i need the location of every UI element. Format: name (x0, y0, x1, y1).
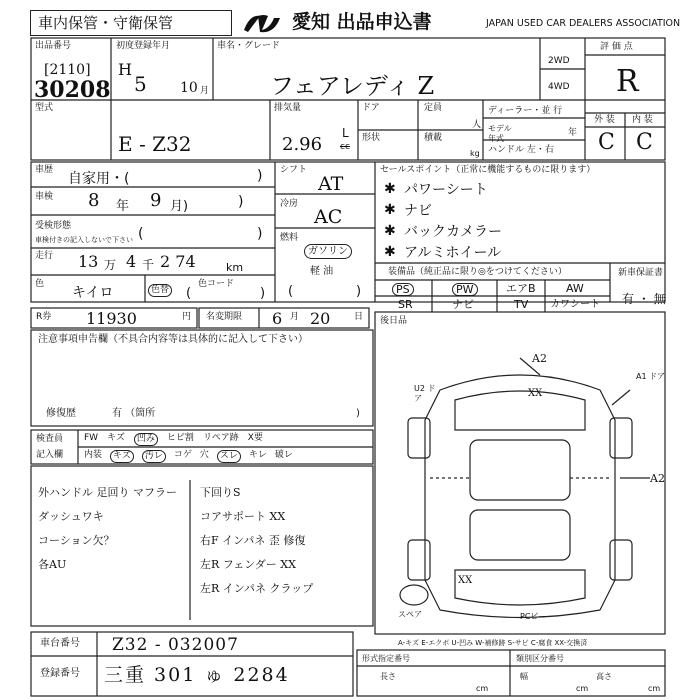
rear-left-wheel (408, 540, 430, 580)
equip-ps: PS (392, 283, 414, 296)
code-cut: キレ (248, 450, 267, 460)
notes-title: 注意事項申告欄（不具合内容等は具体的に記入して下さい） (38, 334, 308, 345)
front-hood (455, 391, 585, 430)
ac-value: AC (314, 206, 343, 228)
capacity-label: 定員 (424, 103, 443, 113)
equip-tv: TV (514, 298, 529, 311)
code-interior: 内装 (84, 450, 103, 460)
fuel-open: ( (288, 284, 294, 299)
history-close: ) (257, 168, 263, 184)
deadline-label: 名変期限 (206, 312, 243, 322)
inspection-year-unit: 年 (116, 199, 130, 214)
model-year-unit: 年 (568, 128, 578, 138)
spare-tire (400, 585, 428, 605)
diagram-label-u2: U2 ドア (414, 384, 436, 403)
front-windshield (470, 440, 570, 500)
code-x: X要 (247, 433, 263, 443)
code-dirt: 汚レ (142, 450, 166, 463)
diagram-label-xx-rear: XX (458, 575, 473, 586)
color-label: 色 (35, 279, 45, 289)
recycle-amount: 11930 (86, 309, 137, 328)
remark-line: コーション欠？ (38, 534, 115, 547)
load-unit: kg (470, 149, 480, 158)
chassis-label: 車台番号 (40, 638, 80, 649)
code-repair: リペア跡 (202, 433, 239, 443)
storage-label: 車内保管・守衛保管 (38, 14, 174, 32)
later-docs-label: 後日品 (380, 316, 408, 326)
interior-grade: C (636, 130, 653, 155)
inspector-entry-label: 記入欄 (36, 450, 64, 460)
color-code-label: 色コード (198, 279, 235, 289)
grade-label: 評 価 点 (600, 42, 633, 52)
inspection-month: 9 (150, 190, 162, 211)
height-unit: cm (648, 684, 661, 693)
roof (470, 510, 570, 560)
rear-trunk (455, 570, 585, 605)
class-number-label: 類別区分番号 (516, 654, 564, 663)
door-label: ドア (362, 103, 380, 113)
capacity-unit: 人 (472, 120, 482, 130)
rear-right-wheel (610, 540, 632, 580)
star-icon: ✱ (384, 243, 396, 260)
displacement-value: 2.96 (282, 134, 323, 155)
front-right-wheel (610, 418, 632, 458)
remark-line: 外ハンドル 足回り マフラー (38, 486, 177, 499)
remark-line: 左R フェンダー XX (200, 558, 296, 571)
sales-point-text: バックカメラー (404, 223, 502, 240)
recycle-unit: 円 (182, 312, 192, 322)
reception-open: ( (138, 226, 144, 242)
code-int-scratch: キズ (110, 450, 134, 463)
first-registration-label: 初度登録年月 (116, 41, 171, 51)
ac-label: 冷房 (280, 199, 299, 209)
registration-era: H (118, 60, 132, 79)
equip-seat: カワシート (550, 299, 600, 310)
exterior-label: 外 装 (594, 115, 615, 125)
fuel-label: 燃料 (280, 233, 299, 243)
registration-year: 5 (134, 72, 147, 96)
lot-number: 30208 (34, 77, 111, 103)
shift-label: シフト (280, 165, 308, 175)
model-year-label: モデル 年式 (488, 124, 512, 143)
code-hole: 穴 (199, 450, 209, 460)
equip-aw: AW (566, 282, 584, 295)
lot-number-label: 出品番号 (35, 41, 72, 51)
reception-label: 受検形態 (35, 221, 72, 231)
width-label: 幅 (520, 672, 528, 681)
diagram-legend: A-キズ E-エクボ U-凹み W-補修跡 S-サビ C-腐食 XX-交換済 (398, 639, 588, 647)
lot-code: [2110] (44, 62, 91, 78)
exterior-grade: C (598, 130, 615, 155)
remark-line: 各AU (38, 558, 67, 571)
diagram-label-a2-side: A2 (650, 472, 665, 485)
shape-label: 形状 (362, 133, 381, 143)
code-fw: FW (84, 433, 99, 443)
reception-note: 車検付きの記入しないで下さい (35, 236, 133, 244)
diagram-label-a1: A1 ドア (636, 372, 665, 381)
drive-2wd: 2WD (548, 56, 570, 66)
equip-navi: ナビ (452, 298, 474, 311)
shift-value: AT (318, 173, 344, 195)
front-left-wheel (408, 418, 430, 458)
fuel-gasoline: ガソリン (304, 244, 352, 259)
interior-label: 内 装 (632, 115, 653, 125)
recycle-label: R券 (36, 312, 52, 322)
repair-label: 修復歴 (46, 408, 76, 419)
remark-line: 下回りS (200, 486, 241, 499)
diagram-label-spare: スペア (398, 610, 422, 619)
mileage-man: 13 (78, 252, 99, 271)
history-value: 自家用・( (68, 171, 130, 187)
plate-number: 三重 301 ゅ 2284 (104, 664, 290, 686)
inspection-month-unit: 月) (170, 199, 189, 214)
star-icon: ✱ (384, 180, 396, 197)
remark-line: 左R インパネ クラップ (200, 582, 314, 595)
star-icon: ✱ (384, 222, 396, 239)
code-dent: 凹み (134, 433, 158, 446)
equipment-title: 装備品（純正品に限り◎をつけてください） (388, 267, 567, 277)
code-scratch: キズ (107, 433, 125, 443)
deadline-day: 20 (310, 309, 331, 328)
remark-line: 右F インパネ 歪 修復 (200, 534, 306, 547)
type-designation-label: 形式指定番号 (362, 654, 410, 663)
deadline-month: 6 (272, 309, 283, 328)
association-name: JAPAN USED CAR DEALERS ASSOCIATION (486, 18, 681, 29)
displacement-unit-l: L (342, 126, 349, 140)
model-code: E - Z32 (118, 132, 192, 156)
drive-4wd: 4WD (548, 82, 570, 92)
sales-point-text: ナビ (404, 202, 432, 219)
mileage-man-unit: 万 (104, 258, 117, 272)
code-wear: スレ (217, 450, 241, 463)
code-tear: 破レ (274, 450, 293, 460)
remark-line: コアサポート XX (200, 510, 286, 523)
mileage-rest: 2 74 (160, 252, 196, 271)
load-label: 積載 (424, 133, 443, 143)
fuel-diesel: 軽 油 (310, 266, 334, 277)
sales-point-text: アルミホイール (404, 244, 502, 261)
car-name-label: 車名・グレード (217, 41, 281, 51)
warranty-title: 新車保証書 (618, 268, 664, 278)
model-label: 型式 (35, 103, 54, 113)
mileage-sen: 4 (126, 252, 137, 271)
diagram-label-a2-top: A2 (532, 352, 547, 365)
deadline-day-unit: 日 (354, 312, 364, 322)
length-unit: cm (476, 684, 489, 693)
mileage-unit: km (226, 261, 244, 274)
sales-points-title: セールスポイント（正常に機能するものに限ります） (380, 165, 596, 175)
deadline-month-unit: 月 (290, 312, 300, 322)
overall-grade: R (616, 64, 639, 99)
warranty-value: 有 ・ 無 (622, 292, 666, 306)
car-name: フェアレディ Z (270, 72, 435, 100)
remark-line: ダッシュワキ (38, 510, 104, 523)
height-label: 高さ (596, 672, 612, 681)
fuel-close: ) (356, 284, 362, 299)
equip-sr: SR (398, 298, 413, 311)
form-title: 愛知 出品申込書 (292, 11, 432, 33)
equip-pw: PW (452, 283, 478, 296)
month-unit: 月 (200, 86, 210, 96)
length-label: 長さ (380, 672, 396, 681)
star-icon: ✱ (384, 201, 396, 218)
car-body-outline (425, 375, 615, 618)
code-crack: ヒビ割 (166, 433, 194, 443)
plate-label: 登録番号 (40, 668, 80, 679)
color-change: 色替 (148, 284, 172, 297)
reception-close: ) (257, 226, 263, 242)
repair-close: ) (356, 408, 360, 419)
diagram-label-pcb: PCビー (520, 612, 547, 621)
inspection-year: 8 (88, 190, 100, 211)
color-value: キイロ (72, 285, 114, 301)
sales-point-text: パワーシート (404, 181, 488, 198)
color-code-close: ) (260, 286, 266, 301)
diagram-label-xx-front: XX (528, 388, 543, 399)
repair-value: 有 （箇所 (112, 408, 156, 419)
displacement-label: 排気量 (274, 103, 302, 113)
inspection-label: 車検 (35, 192, 54, 202)
dealer-option: ディーラー・並 行 (488, 106, 563, 116)
mileage-sen-unit: 千 (142, 258, 155, 272)
code-burn: コゲ (173, 450, 192, 460)
width-unit: cm (576, 684, 589, 693)
equip-airbag: エアB (506, 282, 536, 295)
history-label: 車歴 (35, 165, 54, 175)
chassis-number: Z32 - 032007 (112, 635, 239, 655)
inspector-label: 検査員 (36, 434, 64, 444)
handle-option: ハンドル 左・右 (488, 145, 554, 155)
color-code-open: ( (186, 286, 192, 301)
inspection-close: ) (238, 194, 244, 210)
mileage-label: 走行 (35, 251, 54, 261)
registration-month: 10 (180, 80, 198, 96)
displacement-unit-cc: cc (340, 142, 350, 152)
